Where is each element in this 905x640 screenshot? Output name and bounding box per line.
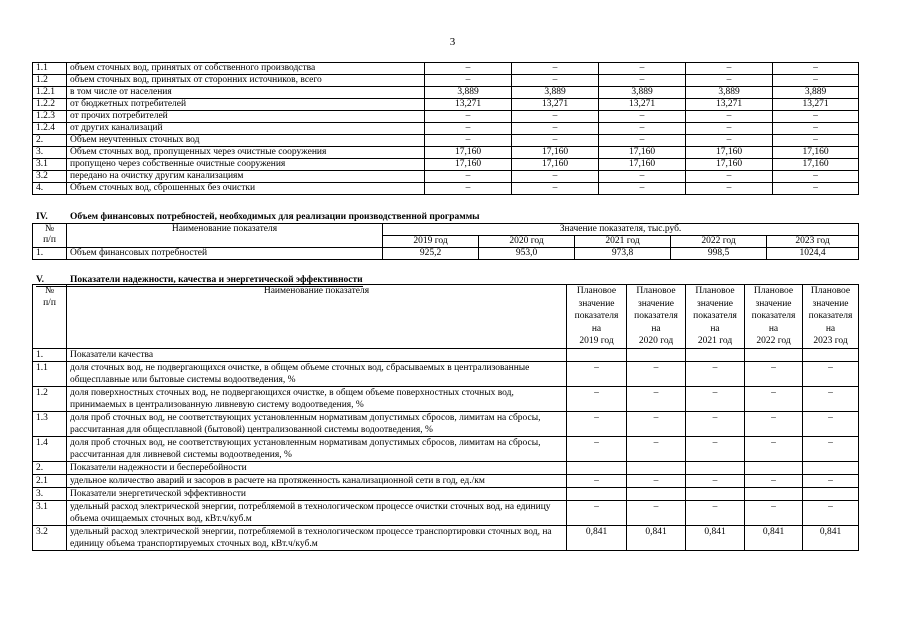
row-name: в том числе от населения: [67, 87, 425, 99]
row-number: 3.: [33, 147, 67, 159]
row-value: 17,160: [599, 147, 686, 159]
row-number: 4.: [33, 183, 67, 195]
row-value: [803, 461, 859, 474]
row-value: –: [686, 63, 773, 75]
header-num: № п/п: [33, 285, 67, 349]
row-number: 1.2: [33, 386, 67, 411]
row-name: Показатели энергетической эффективности: [67, 487, 567, 500]
row-value: –: [745, 361, 803, 386]
row-number: 3.2: [33, 525, 67, 550]
row-number: 3.1: [33, 159, 67, 171]
row-value: –: [512, 135, 599, 147]
header-line: на: [825, 323, 836, 334]
header-line: значение: [696, 298, 734, 309]
row-name: Объем сточных вод, сброшенных без очистки: [67, 183, 425, 195]
table-row: [33, 411, 859, 436]
row-value: –: [567, 411, 627, 436]
row-value: 17,160: [773, 147, 859, 159]
row-number: 1.2.4: [33, 123, 67, 135]
row-value: –: [627, 386, 686, 411]
row-name: от бюджетных потребителей: [67, 99, 425, 111]
header-line: показателя: [634, 311, 678, 322]
row-value: [745, 461, 803, 474]
row-value: 13,271: [599, 99, 686, 111]
row-value: [745, 487, 803, 500]
row-number: 3.2: [33, 171, 67, 183]
row-value: –: [803, 436, 859, 461]
table-row: [33, 500, 859, 525]
row-name: Показатели качества: [67, 348, 567, 361]
plan-value-header: [627, 285, 686, 349]
row-value: –: [425, 63, 512, 75]
row-value: –: [773, 63, 859, 75]
row-value: 3,889: [512, 87, 599, 99]
row-value: –: [512, 123, 599, 135]
header-line: на: [651, 323, 661, 334]
row-value: –: [512, 63, 599, 75]
header-value: Значение показателя, тыс.руб.: [383, 224, 859, 236]
table-row: [33, 361, 859, 386]
table-row: [33, 111, 859, 123]
row-value: –: [686, 135, 773, 147]
header-line: на: [710, 323, 720, 334]
row-value: –: [425, 75, 512, 87]
row-value: –: [512, 111, 599, 123]
row-number: 2.1: [33, 474, 67, 487]
row-value: –: [745, 436, 803, 461]
row-value: 973,8: [575, 248, 671, 260]
header-line: 2021 год: [697, 336, 733, 347]
row-value: –: [627, 361, 686, 386]
row-value: –: [567, 500, 627, 525]
header-line: Плановое: [636, 286, 676, 296]
table-header-row: [33, 285, 859, 349]
row-value: –: [567, 436, 627, 461]
row-value: –: [425, 171, 512, 183]
table-row: [33, 99, 859, 111]
row-name: от других канализаций: [67, 123, 425, 135]
row-value: –: [686, 361, 745, 386]
header-line: значение: [755, 298, 792, 309]
row-value: 1024,4: [767, 248, 859, 260]
reliability-quality-table: [32, 284, 859, 551]
table-row: [33, 135, 859, 147]
table-row: [33, 474, 859, 487]
row-value: –: [803, 474, 859, 487]
row-value: –: [627, 411, 686, 436]
header-line: показателя: [693, 311, 737, 322]
header-line: 2019 год: [579, 336, 614, 347]
row-name: объем сточных вод, принятых от собственного производства: [67, 63, 425, 75]
row-value: 0,841: [567, 525, 627, 550]
header-line: значение: [812, 298, 849, 309]
row-value: –: [599, 183, 686, 195]
row-value: –: [599, 111, 686, 123]
table-row: [33, 147, 859, 159]
row-value: –: [599, 75, 686, 87]
row-value: 998,5: [671, 248, 767, 260]
row-value: 13,271: [512, 99, 599, 111]
row-name: пропущено через собственные очистные сооружения: [67, 159, 425, 171]
table-row: [33, 159, 859, 171]
row-value: 0,841: [745, 525, 803, 550]
row-value: –: [567, 474, 627, 487]
row-value: 13,271: [425, 99, 512, 111]
row-value: –: [745, 411, 803, 436]
row-name: объем сточных вод, принятых от сторонних источников, всего: [67, 75, 425, 87]
header-line: 2023 год: [813, 336, 848, 347]
row-value: [686, 348, 745, 361]
row-value: –: [599, 123, 686, 135]
row-value: –: [773, 135, 859, 147]
row-name: передано на очистку другим канализациям: [67, 171, 425, 183]
header-line: Плановое: [810, 286, 851, 296]
row-value: 17,160: [425, 159, 512, 171]
row-value: –: [803, 386, 859, 411]
row-name: доля проб сточных вод, не соответствующих установленным нормативам допустимых сбросов, лимитам на сбросы, рассчитанная для общесплавной (бытовой) централизованной системы водоотведения, %: [67, 411, 567, 436]
wastewater-volume-table: [32, 62, 859, 195]
row-value: [803, 348, 859, 361]
row-number: 1.2.3: [33, 111, 67, 123]
row-name: от прочих потребителей: [67, 111, 425, 123]
row-name: Объем сточных вод, пропущенных через очистные сооружения: [67, 147, 425, 159]
row-value: 17,160: [686, 147, 773, 159]
row-value: –: [425, 135, 512, 147]
row-value: 3,889: [425, 87, 512, 99]
row-value: [627, 461, 686, 474]
header-name: Наименование показателя: [67, 224, 383, 248]
table-header-row: [33, 224, 859, 236]
row-value: –: [512, 183, 599, 195]
row-value: 13,271: [773, 99, 859, 111]
row-number: 2.: [33, 461, 67, 474]
header-name: Наименование показателя: [67, 285, 567, 349]
row-name: доля сточных вод, не подвергающихся очистке, в общем объеме сточных вод, сбрасываемых в централизованные общесплавные или бытовые системы водоотведения, %: [67, 361, 567, 386]
row-value: –: [425, 123, 512, 135]
row-value: –: [773, 123, 859, 135]
row-number: 3.: [33, 487, 67, 500]
row-value: –: [803, 500, 859, 525]
row-name: удельный расход электрической энергии, потребляемой в технологическом процессе транспортировки сточных вод, на единицу объема транспортируемых сточных вод, кВт.ч/куб.м: [67, 525, 567, 550]
row-value: –: [686, 123, 773, 135]
row-value: –: [567, 386, 627, 411]
row-name: Показатели надежности и бесперебойности: [67, 461, 567, 474]
row-number: 2.: [33, 135, 67, 147]
header-num: № п/п: [33, 224, 67, 248]
row-value: 17,160: [686, 159, 773, 171]
row-value: –: [686, 386, 745, 411]
row-value: –: [773, 75, 859, 87]
row-value: –: [745, 474, 803, 487]
table-row: [33, 87, 859, 99]
row-value: 17,160: [512, 159, 599, 171]
header-line: 2020 год: [638, 336, 674, 347]
row-value: –: [686, 111, 773, 123]
row-value: –: [686, 183, 773, 195]
header-line: на: [591, 323, 602, 334]
row-value: –: [567, 361, 627, 386]
row-number: 1.1: [33, 361, 67, 386]
row-value: [745, 348, 803, 361]
row-value: –: [686, 75, 773, 87]
row-value: –: [627, 474, 686, 487]
row-value: 3,889: [686, 87, 773, 99]
row-value: –: [773, 111, 859, 123]
table-row: [33, 63, 859, 75]
row-value: –: [686, 171, 773, 183]
row-value: 3,889: [599, 87, 686, 99]
row-value: [567, 461, 627, 474]
section-4-title: Объем финансовых потребностей, необходимых для реализации производственной программы: [70, 212, 480, 222]
row-name: Объем неучтенных сточных вод: [67, 135, 425, 147]
row-value: 17,160: [599, 159, 686, 171]
row-value: –: [803, 361, 859, 386]
row-value: [567, 348, 627, 361]
year-header: 2020 год: [479, 236, 575, 248]
row-value: –: [803, 411, 859, 436]
page-number: 3: [449, 36, 456, 48]
header-line: Плановое: [576, 286, 617, 296]
row-value: –: [773, 183, 859, 195]
row-value: 0,841: [686, 525, 745, 550]
table-row: [33, 171, 859, 183]
header-line: показателя: [751, 311, 796, 322]
year-header: 2022 год: [671, 236, 767, 248]
row-value: 953,0: [479, 248, 575, 260]
row-value: –: [599, 135, 686, 147]
row-name: доля проб сточных вод, не соответствующих установленным нормативам допустимых сбросов, лимитам на сбросы, рассчитанная для ливневой системы водоотведения, %: [67, 436, 567, 461]
plan-value-header: [745, 285, 803, 349]
row-value: 925,2: [383, 248, 479, 260]
table-row: [33, 183, 859, 195]
group-row: [33, 487, 859, 500]
table-row: [33, 525, 859, 550]
group-row: [33, 348, 859, 361]
row-number: 1.: [33, 248, 67, 260]
row-number: 1.: [33, 348, 67, 361]
row-value: 0,841: [803, 525, 859, 550]
row-value: –: [773, 171, 859, 183]
row-number: 1.3: [33, 411, 67, 436]
section-4-number: IV.: [36, 212, 48, 222]
table-row: [33, 75, 859, 87]
row-value: 0,841: [627, 525, 686, 550]
row-value: [627, 487, 686, 500]
plan-value-header: [803, 285, 859, 349]
row-value: –: [686, 474, 745, 487]
row-value: –: [599, 171, 686, 183]
row-value: [567, 487, 627, 500]
year-header: 2023 год: [767, 236, 859, 248]
row-number: 1.2.2: [33, 99, 67, 111]
row-value: –: [627, 500, 686, 525]
row-name: удельное количество аварий и засоров в расчете на протяженность канализационной сети в год, ед./км: [67, 474, 567, 487]
row-value: [627, 348, 686, 361]
plan-value-header: [686, 285, 745, 349]
header-line: Плановое: [695, 286, 735, 296]
row-value: –: [425, 111, 512, 123]
row-value: –: [686, 436, 745, 461]
row-value: 17,160: [512, 147, 599, 159]
row-value: 17,160: [773, 159, 859, 171]
table-row: [33, 248, 859, 260]
header-line: 2022 год: [756, 336, 791, 347]
row-value: [686, 461, 745, 474]
row-value: –: [512, 75, 599, 87]
row-value: [803, 487, 859, 500]
plan-value-header: [567, 285, 627, 349]
row-value: –: [599, 63, 686, 75]
year-header: 2019 год: [383, 236, 479, 248]
row-value: [686, 487, 745, 500]
row-value: –: [745, 386, 803, 411]
row-value: 3,889: [773, 87, 859, 99]
row-name: Объем финансовых потребностей: [67, 248, 383, 260]
row-value: –: [627, 436, 686, 461]
table-row: [33, 123, 859, 135]
row-value: –: [425, 183, 512, 195]
header-line: показателя: [808, 311, 853, 322]
header-line: значение: [637, 298, 675, 309]
row-value: 17,160: [425, 147, 512, 159]
row-value: –: [686, 500, 745, 525]
header-line: показателя: [574, 311, 619, 322]
header-line: на: [768, 323, 779, 334]
row-name: удельный расход электрической энергии, потребляемой в технологическом процессе очистки сточных вод, на единицу объема очищаемых сточных вод, кВт.ч/куб.м: [67, 500, 567, 525]
row-name: доля поверхностных сточных вод, не подвергающихся очистке, в общем объеме поверхностных сточных вод, принимаемых в централизованную ливневую систему водоотведения, %: [67, 386, 567, 411]
row-value: –: [512, 171, 599, 183]
header-line: Плановое: [753, 286, 794, 296]
row-number: 1.2: [33, 75, 67, 87]
row-value: 13,271: [686, 99, 773, 111]
row-number: 3.1: [33, 500, 67, 525]
section-5-title: Показатели надежности, качества и энергетической эффективности: [70, 275, 363, 285]
row-value: –: [745, 500, 803, 525]
row-number: 1.1: [33, 63, 67, 75]
row-number: 1.2.1: [33, 87, 67, 99]
year-header: 2021 год: [575, 236, 671, 248]
row-number: 1.4: [33, 436, 67, 461]
row-value: –: [686, 411, 745, 436]
table-row: [33, 386, 859, 411]
table-row: [33, 436, 859, 461]
group-row: [33, 461, 859, 474]
financial-needs-table: [32, 223, 859, 260]
header-line: значение: [578, 298, 615, 309]
section-5-number: V.: [36, 275, 45, 285]
